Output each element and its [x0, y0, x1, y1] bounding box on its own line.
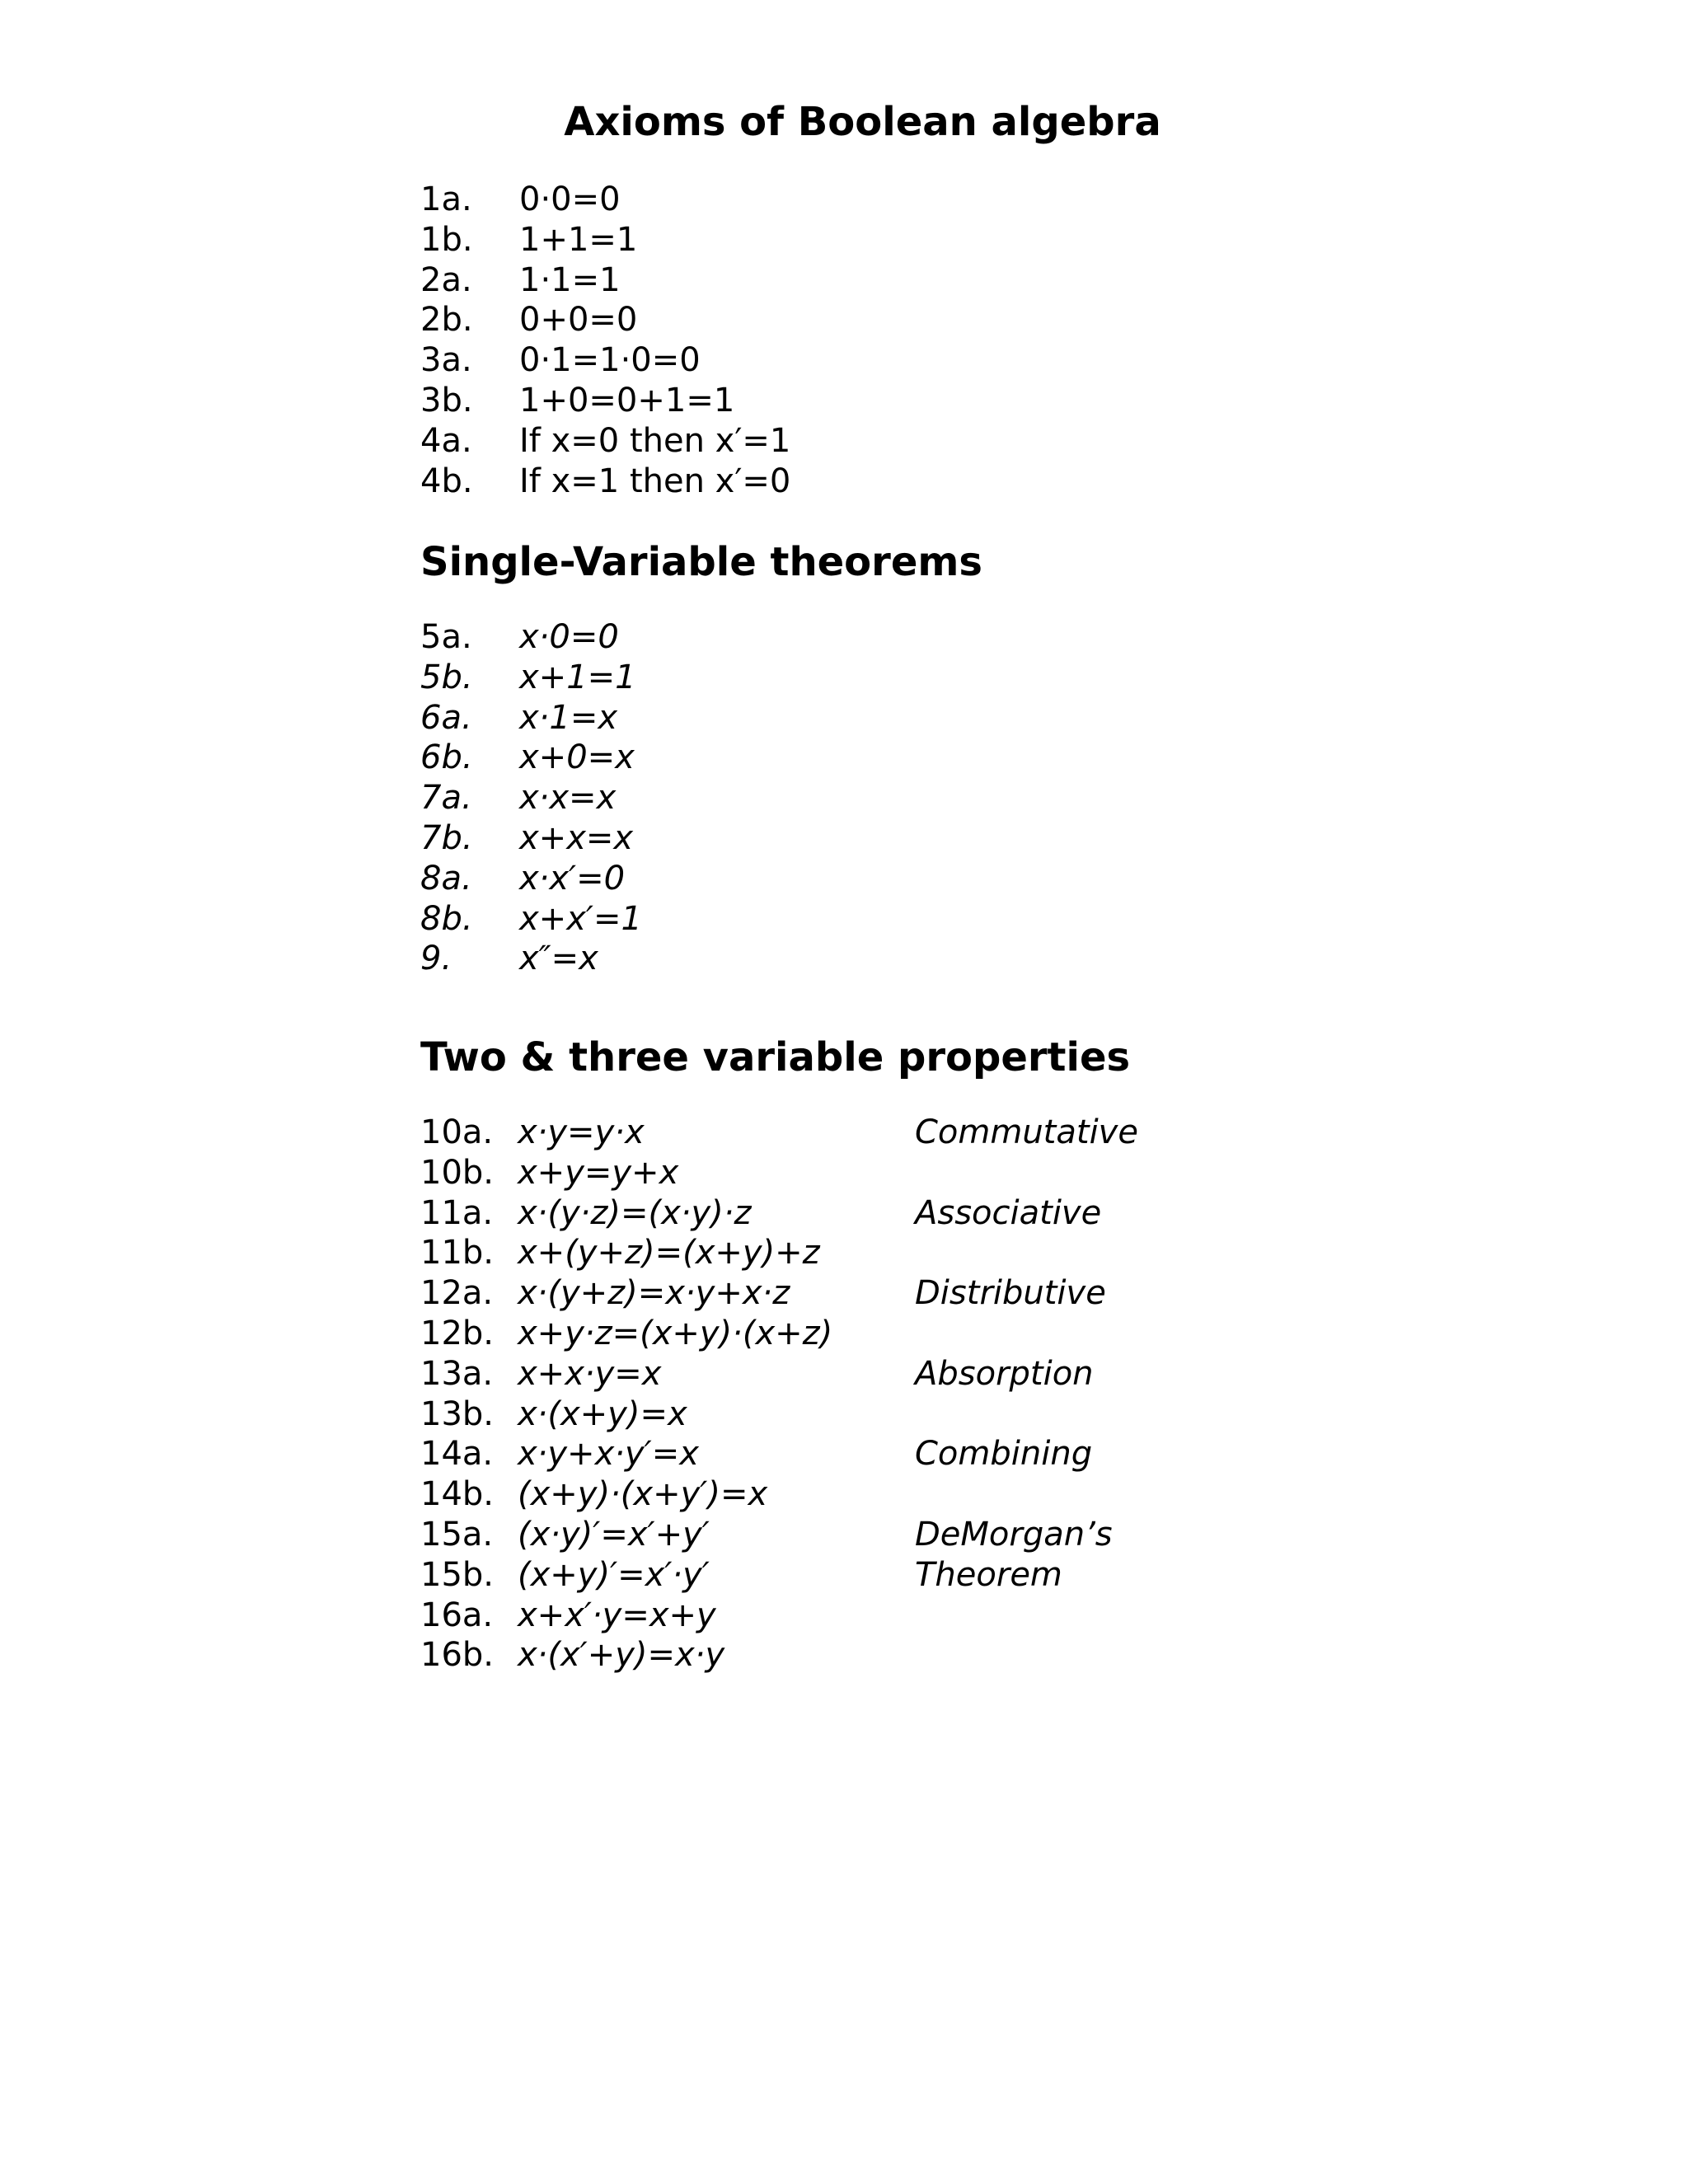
- item-number: 7a.: [420, 779, 472, 818]
- item-number: 13b.: [420, 1394, 495, 1433]
- item-expression: x·x′=0: [519, 859, 626, 898]
- item-number: 2b.: [420, 301, 473, 340]
- item-expression: x+0=x: [519, 738, 635, 777]
- property-name: Associative: [915, 1193, 1102, 1232]
- item-number: 5b.: [420, 658, 473, 696]
- item-expression: x·1=x: [519, 698, 618, 737]
- item-number: 3a.: [420, 341, 472, 380]
- single-variable-heading: Single-Variable theorems: [420, 539, 982, 585]
- page-title: Axioms of Boolean algebra: [564, 99, 1161, 145]
- item-number: 6a.: [420, 698, 472, 737]
- item-number: 8b.: [420, 899, 473, 938]
- item-expression: x·y+x·y′=x: [518, 1435, 699, 1474]
- item-number: 16b.: [420, 1636, 495, 1675]
- item-number: 11a.: [420, 1193, 494, 1232]
- item-number: 5a.: [420, 618, 472, 656]
- item-expression: x+y·z=(x+y)·(x+z): [518, 1314, 833, 1352]
- item-expression: x·(x′+y)=x·y: [518, 1636, 725, 1675]
- item-expression: x+(y+z)=(x+y)+z: [518, 1234, 820, 1272]
- item-expression: (x·y)′=x′+y′: [518, 1515, 710, 1554]
- item-number: 14a.: [420, 1435, 494, 1474]
- item-number: 11b.: [420, 1234, 495, 1272]
- item-expression: x·0=0: [519, 618, 619, 656]
- item-number: 1a.: [420, 180, 472, 218]
- item-number: 13a.: [420, 1354, 494, 1393]
- item-expression: x+1=1: [519, 658, 636, 696]
- item-expression: x·(x+y)=x: [518, 1394, 687, 1433]
- item-number: 7b.: [420, 818, 473, 857]
- item-number: 10a.: [420, 1113, 494, 1151]
- item-number: 6b.: [420, 738, 473, 777]
- item-expression: 0+0=0: [519, 301, 638, 340]
- item-expression: x·(y·z)=(x·y)·z: [518, 1193, 752, 1232]
- item-expression: If x=1 then x′=0: [519, 462, 791, 500]
- item-expression: x·(y+z)=x·y+x·z: [518, 1274, 790, 1313]
- item-number: 12b.: [420, 1314, 495, 1352]
- property-name: Absorption: [915, 1354, 1094, 1393]
- property-name: Theorem: [915, 1555, 1062, 1594]
- item-number: 15a.: [420, 1515, 494, 1554]
- item-number: 4a.: [420, 421, 472, 460]
- item-number: 10b.: [420, 1153, 495, 1192]
- item-expression: x·y=y·x: [518, 1113, 645, 1151]
- item-expression: 1·1=1: [519, 260, 621, 299]
- item-number: 16a.: [420, 1596, 494, 1634]
- item-number: 12a.: [420, 1274, 494, 1313]
- item-number: 3b.: [420, 381, 473, 419]
- item-expression: x·x=x: [519, 779, 617, 818]
- item-number: 15b.: [420, 1555, 495, 1594]
- property-name: DeMorgan’s: [915, 1515, 1113, 1554]
- multi-variable-heading: Two & three variable properties: [420, 1034, 1131, 1080]
- property-name: Commutative: [915, 1113, 1138, 1151]
- item-expression: If x=0 then x′=1: [519, 421, 791, 460]
- item-number: 9.: [420, 940, 452, 978]
- item-number: 4b.: [420, 462, 473, 500]
- item-number: 8a.: [420, 859, 472, 898]
- item-expression: x+x=x: [519, 818, 634, 857]
- item-expression: 1+1=1: [519, 220, 638, 259]
- item-expression: x″=x: [519, 940, 598, 978]
- item-expression: x+y=y+x: [518, 1153, 679, 1192]
- item-expression: 1+0=0+1=1: [519, 381, 735, 419]
- item-expression: 0·1=1·0=0: [519, 341, 701, 380]
- item-expression: x+x·y=x: [518, 1354, 662, 1393]
- item-expression: (x+y)·(x+y′)=x: [518, 1475, 768, 1514]
- property-name: Distributive: [915, 1274, 1106, 1313]
- item-expression: x+x′·y=x+y: [518, 1596, 716, 1634]
- item-expression: x+x′=1: [519, 899, 642, 938]
- item-expression: (x+y)′=x′·y′: [518, 1555, 710, 1594]
- item-number: 2a.: [420, 260, 472, 299]
- item-expression: 0·0=0: [519, 180, 621, 218]
- item-number: 1b.: [420, 220, 473, 259]
- property-name: Combining: [915, 1435, 1093, 1474]
- item-number: 14b.: [420, 1475, 495, 1514]
